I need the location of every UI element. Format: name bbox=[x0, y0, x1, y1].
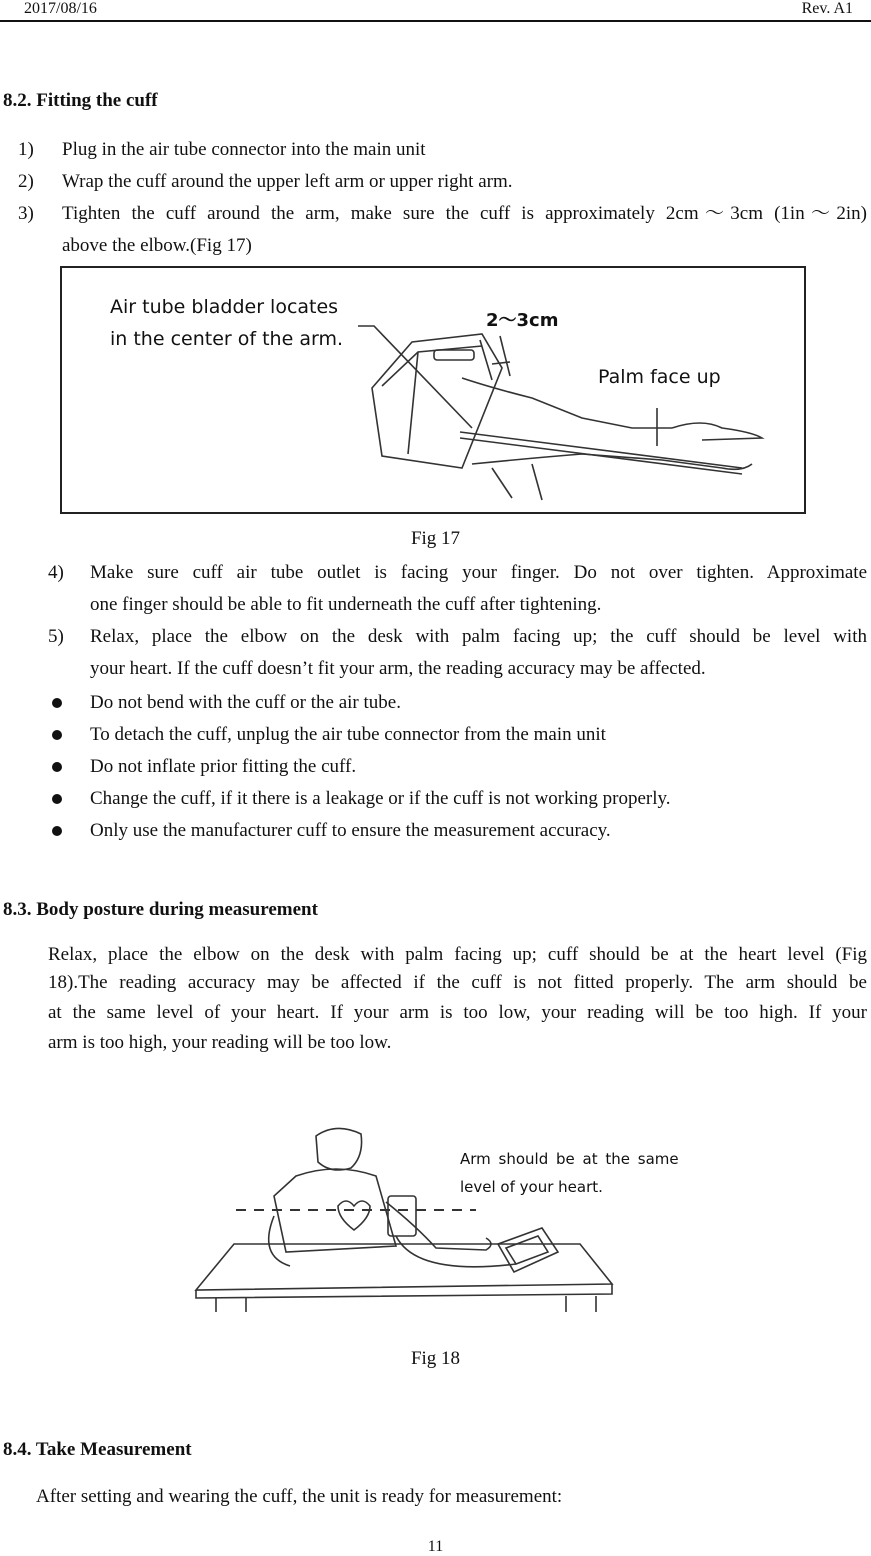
step-text: Wrap the cuff around the upper left arm or upper right arm. bbox=[62, 171, 513, 192]
page-number: 11 bbox=[427, 1538, 444, 1555]
bullet-text: Only use the manufacturer cuff to ensure the measurement accuracy. bbox=[90, 820, 611, 841]
step-text-continued: above the elbow.(Fig 17) bbox=[62, 235, 252, 256]
arm-cuff-illustration bbox=[62, 268, 804, 512]
bullet-dot bbox=[52, 730, 62, 740]
bullet-text: Do not inflate prior fitting the cuff. bbox=[90, 756, 357, 777]
fig17-label-distance: 2～3cm bbox=[486, 310, 559, 331]
paragraph-line: arm is too high, your reading will be too low. bbox=[48, 1032, 392, 1053]
header-revision: Rev. A1 bbox=[801, 0, 853, 17]
paragraph-line: at the same level of your heart. If your arm is too low, your reading will be too high. If your bbox=[48, 1002, 867, 1023]
step-text-continued: one finger should be able to fit underneath the cuff after tightening. bbox=[90, 594, 602, 615]
fig18-label-line1: Arm should be at the same bbox=[460, 1150, 679, 1168]
bullet-dot bbox=[52, 762, 62, 772]
step-text: Make sure cuff air tube outlet is facing your finger. Do not over tighten. Approximate bbox=[90, 562, 867, 583]
figure-18-body-posture bbox=[186, 1126, 686, 1316]
bullet-text: To detach the cuff, unplug the air tube connector from the main unit bbox=[90, 724, 606, 745]
fig18-label-line2: level of your heart. bbox=[460, 1178, 603, 1196]
step-text: Relax, place the elbow on the desk with palm facing up; the cuff should be level with bbox=[90, 626, 867, 647]
fig17-label-air-tube-line2: in the center of the arm. bbox=[110, 328, 343, 350]
step-number: 1) bbox=[18, 139, 34, 160]
paragraph-line: 18).The reading accuracy may be affected if the cuff is not fitted properly. The arm should be bbox=[48, 972, 867, 993]
fig17-label-air-tube: Air tube bladder locates bbox=[110, 296, 339, 318]
bullet-dot bbox=[52, 698, 62, 708]
figure-17-cuff-placement bbox=[60, 266, 806, 514]
bullet-text: Change the cuff, if it there is a leakage or if the cuff is not working properly. bbox=[90, 788, 671, 809]
step-number: 4) bbox=[48, 562, 64, 583]
section-heading-fitting-cuff: 8.2. Fitting the cuff bbox=[3, 90, 158, 111]
paragraph-line: Relax, place the elbow on the desk with palm facing up; cuff should be at the heart level (Fig bbox=[48, 944, 867, 965]
figure-18-caption: Fig 18 bbox=[410, 1348, 461, 1369]
header-date: 2017/08/16 bbox=[24, 0, 97, 17]
bullet-dot bbox=[52, 794, 62, 804]
section-heading-body-posture: 8.3. Body posture during measurement bbox=[3, 899, 318, 920]
fig17-label-palm: Palm face up bbox=[598, 366, 721, 388]
step-number: 3) bbox=[18, 203, 34, 224]
step-text: Tighten the cuff around the arm, make sure the cuff is approximately 2cm～3cm (1in～2in) bbox=[62, 203, 867, 224]
bullet-text: Do not bend with the cuff or the air tube. bbox=[90, 692, 401, 713]
step-number: 5) bbox=[48, 626, 64, 647]
bullet-dot bbox=[52, 826, 62, 836]
step-text: Plug in the air tube connector into the main unit bbox=[62, 139, 426, 160]
paragraph-line: After setting and wearing the cuff, the unit is ready for measurement: bbox=[36, 1486, 563, 1507]
figure-17-caption: Fig 17 bbox=[410, 528, 461, 549]
header-divider bbox=[0, 20, 871, 22]
section-heading-take-measurement: 8.4. Take Measurement bbox=[3, 1439, 192, 1460]
step-number: 2) bbox=[18, 171, 34, 192]
step-text-continued: your heart. If the cuff doesn’t fit your arm, the reading accuracy may be affected. bbox=[90, 658, 706, 679]
